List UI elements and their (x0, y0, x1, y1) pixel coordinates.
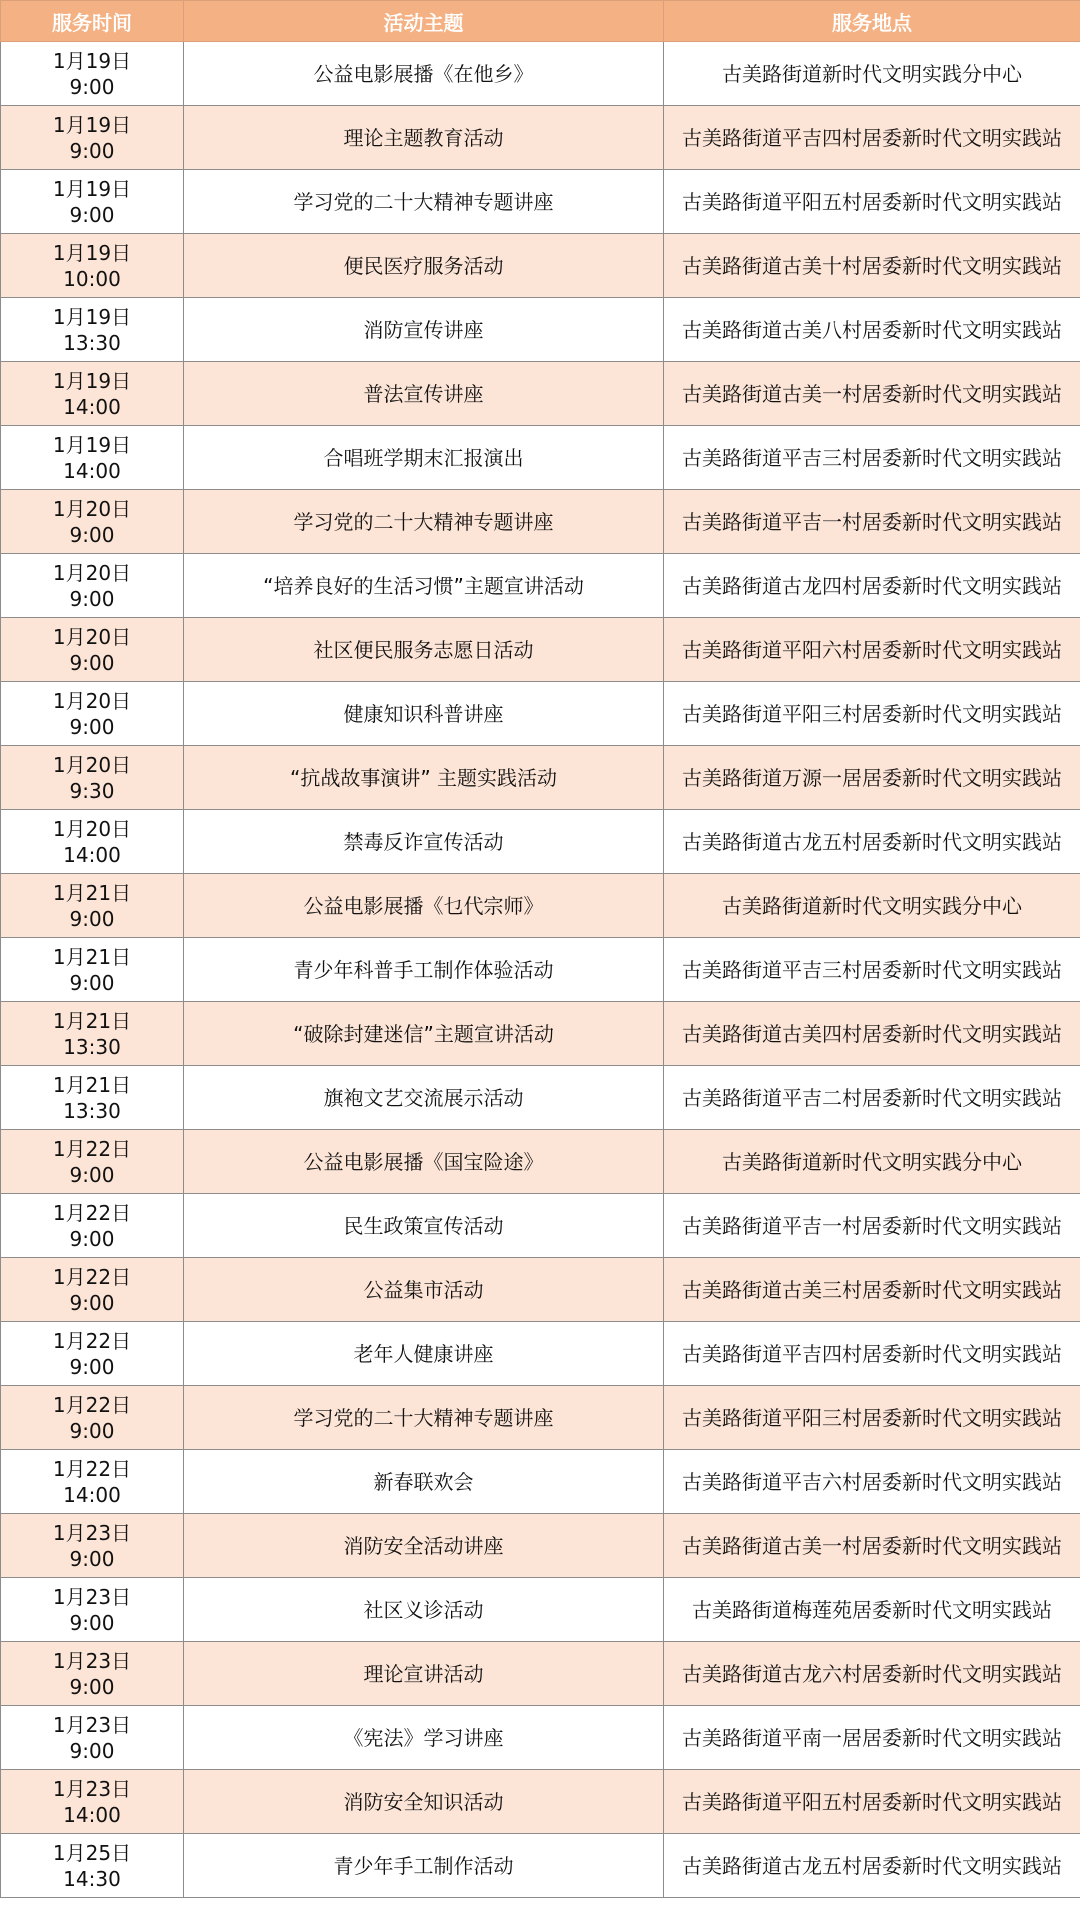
service-time-cell (1, 1834, 184, 1898)
table-row (1, 1578, 1080, 1642)
service-date: 1月22日 (52, 1200, 132, 1225)
table-row (1, 106, 1080, 170)
service-date: 1月19日 (52, 304, 132, 329)
service-time-cell (1, 1258, 184, 1322)
table-row (1, 426, 1080, 490)
table-row (1, 1514, 1080, 1578)
table-row (1, 1194, 1080, 1258)
service-location-cell: 古美路街道平吉二村居委新时代文明实践站 (664, 1066, 1080, 1130)
service-location-cell: 古美路街道平吉三村居委新时代文明实践站 (664, 426, 1080, 490)
service-location-cell: 古美路街道平阳五村居委新时代文明实践站 (664, 170, 1080, 234)
service-location-cell: 古美路街道古美八村居委新时代文明实践站 (664, 298, 1080, 362)
activity-topic-cell: 便民医疗服务活动 (184, 234, 664, 298)
activity-topic-cell: 学习党的二十大精神专题讲座 (184, 170, 664, 234)
service-clock-time: 9:00 (69, 1354, 115, 1379)
table-row (1, 1130, 1080, 1194)
service-clock-time: 14:00 (63, 394, 121, 419)
service-time-cell (1, 1002, 184, 1066)
service-time-cell (1, 298, 184, 362)
activity-topic-cell: 青少年科普手工制作体验活动 (184, 938, 664, 1002)
service-location-cell: 古美路街道古美一村居委新时代文明实践站 (664, 362, 1080, 426)
service-time-cell (1, 1514, 184, 1578)
service-location-cell: 古美路街道万源一居居委新时代文明实践站 (664, 746, 1080, 810)
service-clock-time: 9:30 (69, 778, 115, 803)
service-location-cell: 古美路街道古美十村居委新时代文明实践站 (664, 234, 1080, 298)
service-time-cell (1, 1130, 184, 1194)
service-location-cell: 古美路街道古龙五村居委新时代文明实践站 (664, 810, 1080, 874)
service-clock-time: 10:00 (63, 266, 121, 291)
service-date: 1月20日 (52, 560, 132, 585)
activity-topic-cell: 民生政策宣传活动 (184, 1194, 664, 1258)
service-time-cell (1, 42, 184, 106)
service-location-cell: 古美路街道平南一居居委新时代文明实践站 (664, 1706, 1080, 1770)
service-location-cell: 古美路街道平吉三村居委新时代文明实践站 (664, 938, 1080, 1002)
service-date: 1月22日 (52, 1456, 132, 1481)
service-clock-time: 9:00 (69, 970, 115, 995)
activity-topic-cell: 禁毒反诈宣传活动 (184, 810, 664, 874)
table-row (1, 1002, 1080, 1066)
service-clock-time: 9:00 (69, 586, 115, 611)
service-date: 1月19日 (52, 368, 132, 393)
activity-topic-cell: 理论宣讲活动 (184, 1642, 664, 1706)
service-time-cell (1, 234, 184, 298)
service-clock-time: 9:00 (69, 1546, 115, 1571)
table-row (1, 938, 1080, 1002)
service-location-cell: 古美路街道平吉四村居委新时代文明实践站 (664, 106, 1080, 170)
table-row (1, 170, 1080, 234)
table-row (1, 1386, 1080, 1450)
service-date: 1月21日 (52, 944, 132, 969)
service-clock-time: 14:00 (63, 1482, 121, 1507)
service-date: 1月21日 (52, 1072, 132, 1097)
service-location-cell: 古美路街道古美四村居委新时代文明实践站 (664, 1002, 1080, 1066)
service-time-cell (1, 1322, 184, 1386)
service-time-cell (1, 490, 184, 554)
activity-topic-cell: 消防安全活动讲座 (184, 1514, 664, 1578)
service-clock-time: 9:00 (69, 1290, 115, 1315)
service-clock-time: 14:30 (63, 1866, 121, 1891)
service-date: 1月23日 (52, 1712, 132, 1737)
service-date: 1月21日 (52, 1008, 132, 1033)
activity-topic-cell: 旗袍文艺交流展示活动 (184, 1066, 664, 1130)
service-time-cell (1, 810, 184, 874)
service-clock-time: 9:00 (69, 1162, 115, 1187)
service-time-cell (1, 1706, 184, 1770)
activity-topic-cell: 青少年手工制作活动 (184, 1834, 664, 1898)
service-clock-time: 9:00 (69, 202, 115, 227)
activity-topic-cell: 社区义诊活动 (184, 1578, 664, 1642)
service-clock-time: 9:00 (69, 714, 115, 739)
activity-topic-cell: 社区便民服务志愿日活动 (184, 618, 664, 682)
table-row (1, 298, 1080, 362)
service-date: 1月21日 (52, 880, 132, 905)
service-location-cell: 古美路街道新时代文明实践分中心 (664, 874, 1080, 938)
service-time-cell (1, 938, 184, 1002)
service-date: 1月19日 (52, 112, 132, 137)
service-clock-time: 14:00 (63, 458, 121, 483)
activity-topic-cell: “破除封建迷信”主题宣讲活动 (184, 1002, 664, 1066)
service-time-cell (1, 106, 184, 170)
activity-topic-cell: 消防安全知识活动 (184, 1770, 664, 1834)
service-time-cell (1, 874, 184, 938)
service-date: 1月23日 (52, 1584, 132, 1609)
service-time-cell (1, 362, 184, 426)
activity-topic-cell: 公益集市活动 (184, 1258, 664, 1322)
table-row (1, 1258, 1080, 1322)
service-location-cell: 古美路街道古龙四村居委新时代文明实践站 (664, 554, 1080, 618)
service-clock-time: 13:30 (63, 330, 121, 355)
service-time-cell (1, 1578, 184, 1642)
service-clock-time: 9:00 (69, 906, 115, 931)
service-date: 1月23日 (52, 1648, 132, 1673)
service-time-cell (1, 426, 184, 490)
table-row (1, 1450, 1080, 1514)
service-clock-time: 9:00 (69, 1738, 115, 1763)
service-location-cell: 古美路街道平吉一村居委新时代文明实践站 (664, 490, 1080, 554)
service-time-cell (1, 1066, 184, 1130)
table-row (1, 1770, 1080, 1834)
service-time-cell (1, 554, 184, 618)
table-row (1, 1706, 1080, 1770)
service-date: 1月22日 (52, 1328, 132, 1353)
service-location-cell: 古美路街道平阳三村居委新时代文明实践站 (664, 682, 1080, 746)
activity-topic-cell: “抗战故事演讲” 主题实践活动 (184, 746, 664, 810)
activity-topic-cell: 健康知识科普讲座 (184, 682, 664, 746)
table-row (1, 874, 1080, 938)
activity-topic-cell: 学习党的二十大精神专题讲座 (184, 1386, 664, 1450)
service-location-cell: 古美路街道平吉六村居委新时代文明实践站 (664, 1450, 1080, 1514)
service-clock-time: 9:00 (69, 74, 115, 99)
service-location-cell: 古美路街道古龙六村居委新时代文明实践站 (664, 1642, 1080, 1706)
table-row (1, 810, 1080, 874)
service-date: 1月19日 (52, 176, 132, 201)
activity-topic-cell: 公益电影展播《国宝险途》 (184, 1130, 664, 1194)
table-row (1, 746, 1080, 810)
service-clock-time: 9:00 (69, 1610, 115, 1635)
service-location-cell: 古美路街道新时代文明实践分中心 (664, 1130, 1080, 1194)
service-clock-time: 13:30 (63, 1098, 121, 1123)
table-row (1, 490, 1080, 554)
activity-topic-cell: 普法宣传讲座 (184, 362, 664, 426)
table-row (1, 1066, 1080, 1130)
service-clock-time: 9:00 (69, 522, 115, 547)
service-date: 1月20日 (52, 816, 132, 841)
service-time-cell (1, 1642, 184, 1706)
service-date: 1月19日 (52, 48, 132, 73)
service-date: 1月22日 (52, 1264, 132, 1289)
table-row (1, 1322, 1080, 1386)
table-row (1, 554, 1080, 618)
service-clock-time: 14:00 (63, 1802, 121, 1827)
service-date: 1月20日 (52, 496, 132, 521)
service-clock-time: 9:00 (69, 650, 115, 675)
service-clock-time: 9:00 (69, 1674, 115, 1699)
table-row (1, 42, 1080, 106)
header-service-location: 服务地点 (664, 1, 1080, 42)
service-location-cell: 古美路街道平吉四村居委新时代文明实践站 (664, 1322, 1080, 1386)
service-date: 1月25日 (52, 1840, 132, 1865)
service-time-cell (1, 1194, 184, 1258)
service-time-cell (1, 746, 184, 810)
activity-topic-cell: 消防宣传讲座 (184, 298, 664, 362)
service-time-cell (1, 170, 184, 234)
service-time-cell (1, 1770, 184, 1834)
service-location-cell: 古美路街道梅莲苑居委新时代文明实践站 (664, 1578, 1080, 1642)
service-time-cell (1, 1450, 184, 1514)
table-row (1, 618, 1080, 682)
service-date: 1月23日 (52, 1520, 132, 1545)
service-date: 1月20日 (52, 688, 132, 713)
header-service-time: 服务时间 (1, 1, 184, 42)
service-date: 1月19日 (52, 432, 132, 457)
service-date: 1月22日 (52, 1136, 132, 1161)
service-location-cell: 古美路街道平阳五村居委新时代文明实践站 (664, 1770, 1080, 1834)
service-date: 1月23日 (52, 1776, 132, 1801)
activity-topic-cell: 《宪法》学习讲座 (184, 1706, 664, 1770)
service-clock-time: 9:00 (69, 1418, 115, 1443)
service-location-cell: 古美路街道古美一村居委新时代文明实践站 (664, 1514, 1080, 1578)
service-location-cell: 古美路街道古龙五村居委新时代文明实践站 (664, 1834, 1080, 1898)
service-location-cell: 古美路街道平吉一村居委新时代文明实践站 (664, 1194, 1080, 1258)
activity-topic-cell: 老年人健康讲座 (184, 1322, 664, 1386)
service-clock-time: 13:30 (63, 1034, 121, 1059)
activity-topic-cell: 学习党的二十大精神专题讲座 (184, 490, 664, 554)
header-activity-topic: 活动主题 (184, 1, 664, 42)
activity-topic-cell: “培养良好的生活习惯”主题宣讲活动 (184, 554, 664, 618)
activity-topic-cell: 公益电影展播《在他乡》 (184, 42, 664, 106)
table-header-row (1, 1, 1080, 42)
table-row (1, 1834, 1080, 1898)
service-clock-time: 14:00 (63, 842, 121, 867)
service-location-cell: 古美路街道平阳三村居委新时代文明实践站 (664, 1386, 1080, 1450)
table-row (1, 234, 1080, 298)
activity-topic-cell: 新春联欢会 (184, 1450, 664, 1514)
table-row (1, 362, 1080, 426)
activity-topic-cell: 合唱班学期末汇报演出 (184, 426, 664, 490)
table-row (1, 682, 1080, 746)
service-location-cell: 古美路街道古美三村居委新时代文明实践站 (664, 1258, 1080, 1322)
service-clock-time: 9:00 (69, 1226, 115, 1251)
service-time-cell (1, 1386, 184, 1450)
activity-topic-cell: 公益电影展播《乜代宗师》 (184, 874, 664, 938)
table-row (1, 1642, 1080, 1706)
service-clock-time: 9:00 (69, 138, 115, 163)
service-date: 1月20日 (52, 624, 132, 649)
service-location-cell: 古美路街道新时代文明实践分中心 (664, 42, 1080, 106)
service-location-cell: 古美路街道平阳六村居委新时代文明实践站 (664, 618, 1080, 682)
service-time-cell (1, 618, 184, 682)
activity-topic-cell: 理论主题教育活动 (184, 106, 664, 170)
service-time-cell (1, 682, 184, 746)
service-date: 1月22日 (52, 1392, 132, 1417)
service-date: 1月20日 (52, 752, 132, 777)
service-date: 1月19日 (52, 240, 132, 265)
